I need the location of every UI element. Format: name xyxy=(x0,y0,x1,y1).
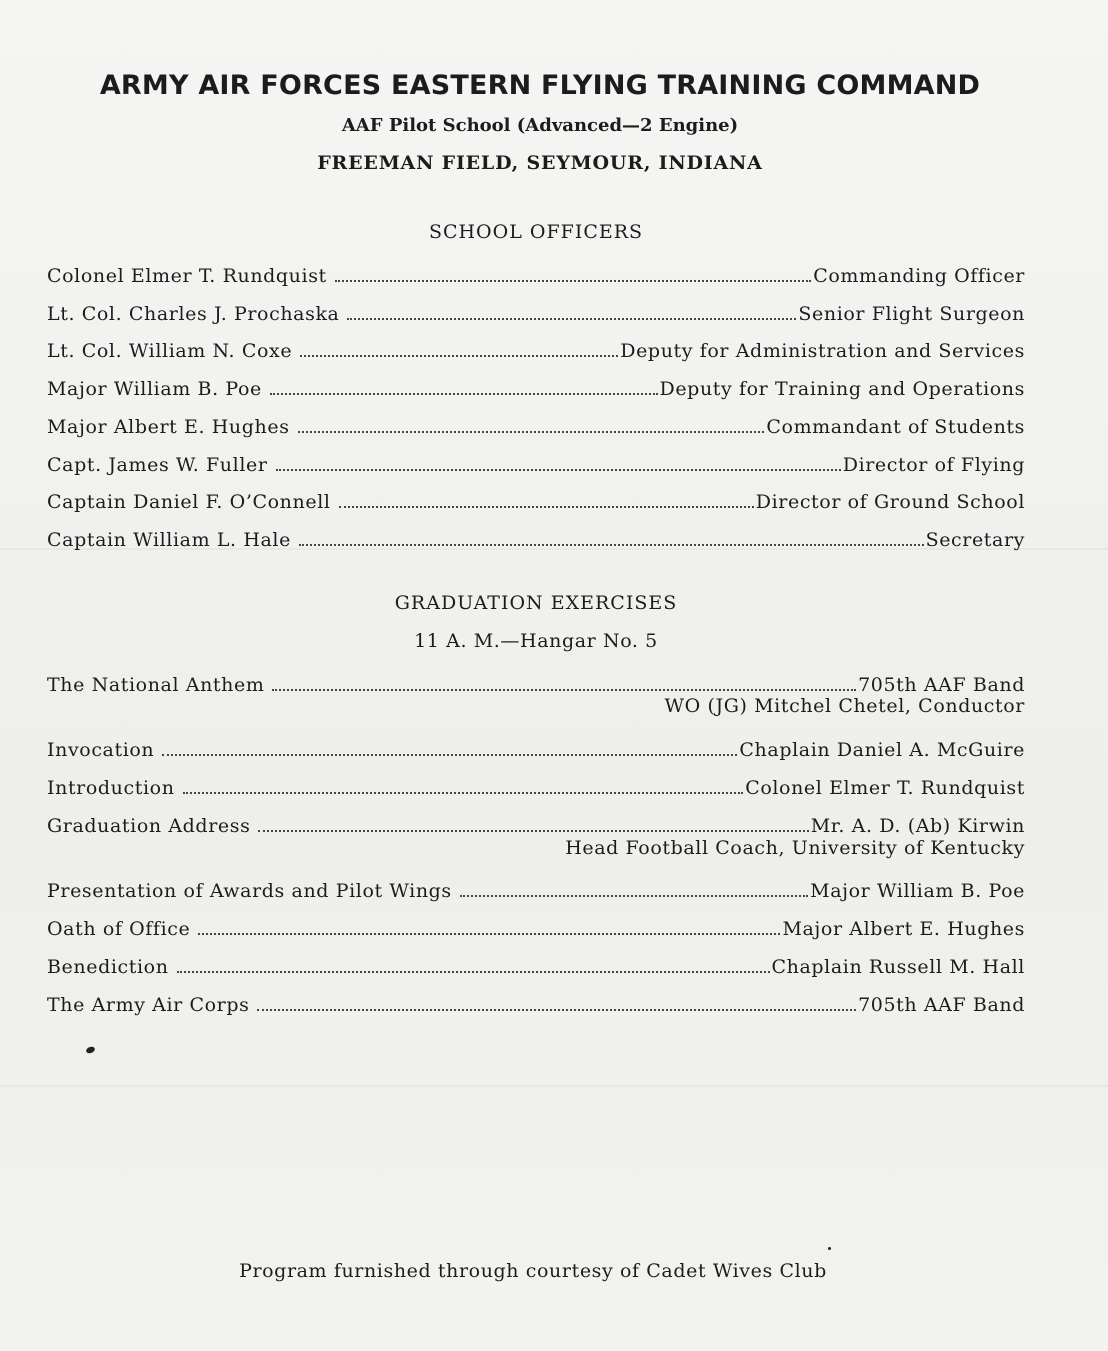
officer-role: Secretary xyxy=(925,529,1025,551)
program-participant: Major William B. Poe xyxy=(810,880,1025,902)
program-item: Oath of Office xyxy=(47,918,191,940)
leader-dots xyxy=(298,409,765,433)
program-participant: 705th AAF Band xyxy=(858,674,1025,696)
officer-name: Major Albert E. Hughes xyxy=(47,416,290,438)
program-item: Benediction xyxy=(47,956,169,978)
program-participant: Mr. A. D. (Ab) Kirwin xyxy=(810,815,1025,837)
officer-row xyxy=(47,447,1025,475)
command-title: ARMY AIR FORCES EASTERN FLYING TRAINING COMMAND xyxy=(99,70,981,101)
officer-row xyxy=(47,258,1025,286)
program-row xyxy=(47,667,1025,695)
officer-role: Deputy for Administration and Services xyxy=(620,340,1025,362)
graduation-time-place: 11 A. M.—Hangar No. 5 xyxy=(414,630,658,652)
program-row xyxy=(47,911,1025,939)
location-subtitle: FREEMAN FIELD, SEYMOUR, INDIANA xyxy=(317,152,763,174)
officer-row xyxy=(47,296,1025,324)
leader-dots xyxy=(198,911,780,935)
ink-speck xyxy=(85,1046,96,1055)
program-participant: Chaplain Russell M. Hall xyxy=(771,956,1025,978)
program-row xyxy=(47,873,1025,901)
officer-row xyxy=(47,333,1025,361)
leader-dots xyxy=(177,949,770,973)
program-participant: Major Albert E. Hughes xyxy=(782,918,1025,940)
leader-dots xyxy=(270,371,658,395)
school-subtitle: AAF Pilot School (Advanced—2 Engine) xyxy=(341,115,739,136)
officer-row xyxy=(47,409,1025,437)
officer-name: Major William B. Poe xyxy=(47,378,262,400)
leader-dots xyxy=(183,770,744,794)
program-participant-note: WO (JG) Mitchel Chetel, Conductor xyxy=(664,695,1025,717)
leader-dots xyxy=(339,484,754,508)
leader-dots xyxy=(300,333,618,357)
leader-dots xyxy=(162,732,737,756)
officer-name: Lt. Col. Charles J. Prochaska xyxy=(47,303,340,325)
leader-dots xyxy=(347,296,796,320)
leader-dots xyxy=(276,447,841,471)
officer-name: Lt. Col. William N. Coxe xyxy=(47,340,293,362)
program-row xyxy=(47,770,1025,798)
school-officers-heading: SCHOOL OFFICERS xyxy=(428,221,644,243)
leader-dots xyxy=(258,808,808,832)
officer-row xyxy=(47,371,1025,399)
officer-row xyxy=(47,522,1025,550)
leader-dots xyxy=(335,258,811,282)
program-participant: Chaplain Daniel A. McGuire xyxy=(739,739,1025,761)
program-row xyxy=(47,808,1025,836)
officer-name: Capt. James W. Fuller xyxy=(47,454,268,476)
program-row xyxy=(47,987,1025,1015)
program-item: Graduation Address xyxy=(47,815,251,837)
program-row xyxy=(47,949,1025,977)
paper-crease xyxy=(0,1085,1108,1087)
officer-role: Commandant of Students xyxy=(766,416,1025,438)
leader-dots xyxy=(272,667,856,691)
program-item: Presentation of Awards and Pilot Wings xyxy=(47,880,452,902)
program-row xyxy=(47,732,1025,760)
officer-role: Senior Flight Surgeon xyxy=(798,303,1025,325)
program-item: Introduction xyxy=(47,777,175,799)
officer-row xyxy=(47,484,1025,512)
program-item: The National Anthem xyxy=(47,674,265,696)
officer-name: Colonel Elmer T. Rundquist xyxy=(47,265,327,287)
program-item: Invocation xyxy=(47,739,155,761)
program-participant: 705th AAF Band xyxy=(858,994,1025,1016)
graduation-heading: GRADUATION EXERCISES xyxy=(394,592,678,614)
program-participant-note: Head Football Coach, University of Kentucky xyxy=(565,837,1025,859)
courtesy-footer: Program furnished through courtesy of Cadet Wives Club xyxy=(239,1260,827,1282)
ink-speck xyxy=(828,1247,831,1250)
leader-dots xyxy=(460,873,808,897)
leader-dots xyxy=(257,987,856,1011)
program-item: The Army Air Corps xyxy=(47,994,250,1016)
leader-dots xyxy=(299,522,924,546)
officer-name: Captain Daniel F. O’Connell xyxy=(47,491,331,513)
program-participant: Colonel Elmer T. Rundquist xyxy=(745,777,1025,799)
officer-role: Deputy for Training and Operations xyxy=(659,378,1025,400)
officer-role: Commanding Officer xyxy=(813,265,1025,287)
officer-role: Director of Ground School xyxy=(755,491,1025,513)
officer-role: Director of Flying xyxy=(842,454,1025,476)
officer-name: Captain William L. Hale xyxy=(47,529,291,551)
